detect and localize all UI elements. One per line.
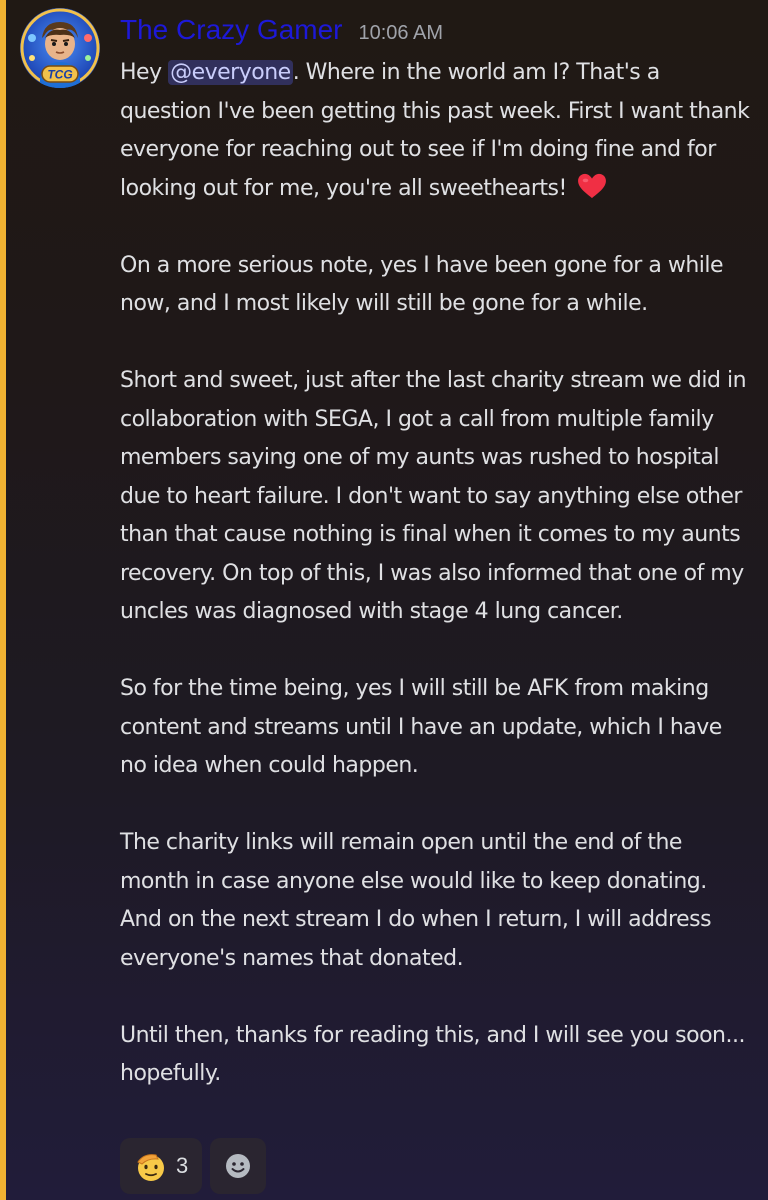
add-reaction-smiley-icon bbox=[223, 1151, 253, 1181]
message-timestamp[interactable]: 10:06 AM bbox=[358, 22, 444, 44]
reaction-count: 3 bbox=[176, 1153, 189, 1178]
avatar-logo-text: TCG bbox=[47, 67, 73, 82]
reaction-saluting-face[interactable] bbox=[120, 1138, 202, 1194]
message-paragraph-3: Short and sweet, just after the last charity stream we did in collaboration with SEGA, I got a call from multiple family members saying one of my aunts was rushed to hospital due to heart failure. I don't want to say anything else other than that cause nothing is final when it comes to my aunts recovery. On top of this, I was also informed that one of my uncles was diagnosed with stage 4 lung cancer. bbox=[120, 368, 747, 624]
reactions-bar bbox=[120, 1138, 266, 1194]
message-paragraph-2: On a more serious note, yes I have been gone for a while now, and I most likely will still be gone for a while. bbox=[120, 252, 724, 316]
message-paragraph-5: The charity links will remain open until the end of the month in case anyone else would like to keep donating. And on the next stream I do when I return, I will address everyone's names that donated. bbox=[120, 830, 712, 971]
message-paragraph-6: Until then, thanks for reading this, and I will see you soon... hopefully. bbox=[120, 1022, 745, 1086]
message-paragraph-1 bbox=[120, 54, 750, 208]
author-username[interactable]: The Crazy Gamer bbox=[120, 14, 343, 45]
add-reaction-button[interactable] bbox=[210, 1138, 266, 1194]
message-header bbox=[120, 14, 443, 50]
everyone-mention[interactable]: @everyone bbox=[170, 60, 291, 85]
paragraph-text: Hey bbox=[120, 60, 169, 85]
paragraph-text: . Where in the world am I? That's a question I've been getting this past week. First I want thank everyone for reaching out to see if I'm doing fine and for looking out for me, you're all sweethearts! bbox=[120, 60, 750, 201]
message-content bbox=[120, 54, 750, 1094]
message-paragraph-4: So for the time being, yes I will still be AFK from making content and streams until I have an update, which I have no idea when could happen. bbox=[120, 676, 722, 778]
avatar-image bbox=[20, 8, 100, 88]
red-heart-icon[interactable] bbox=[577, 173, 607, 199]
saluting-face-icon bbox=[134, 1149, 168, 1183]
avatar[interactable] bbox=[20, 8, 100, 88]
